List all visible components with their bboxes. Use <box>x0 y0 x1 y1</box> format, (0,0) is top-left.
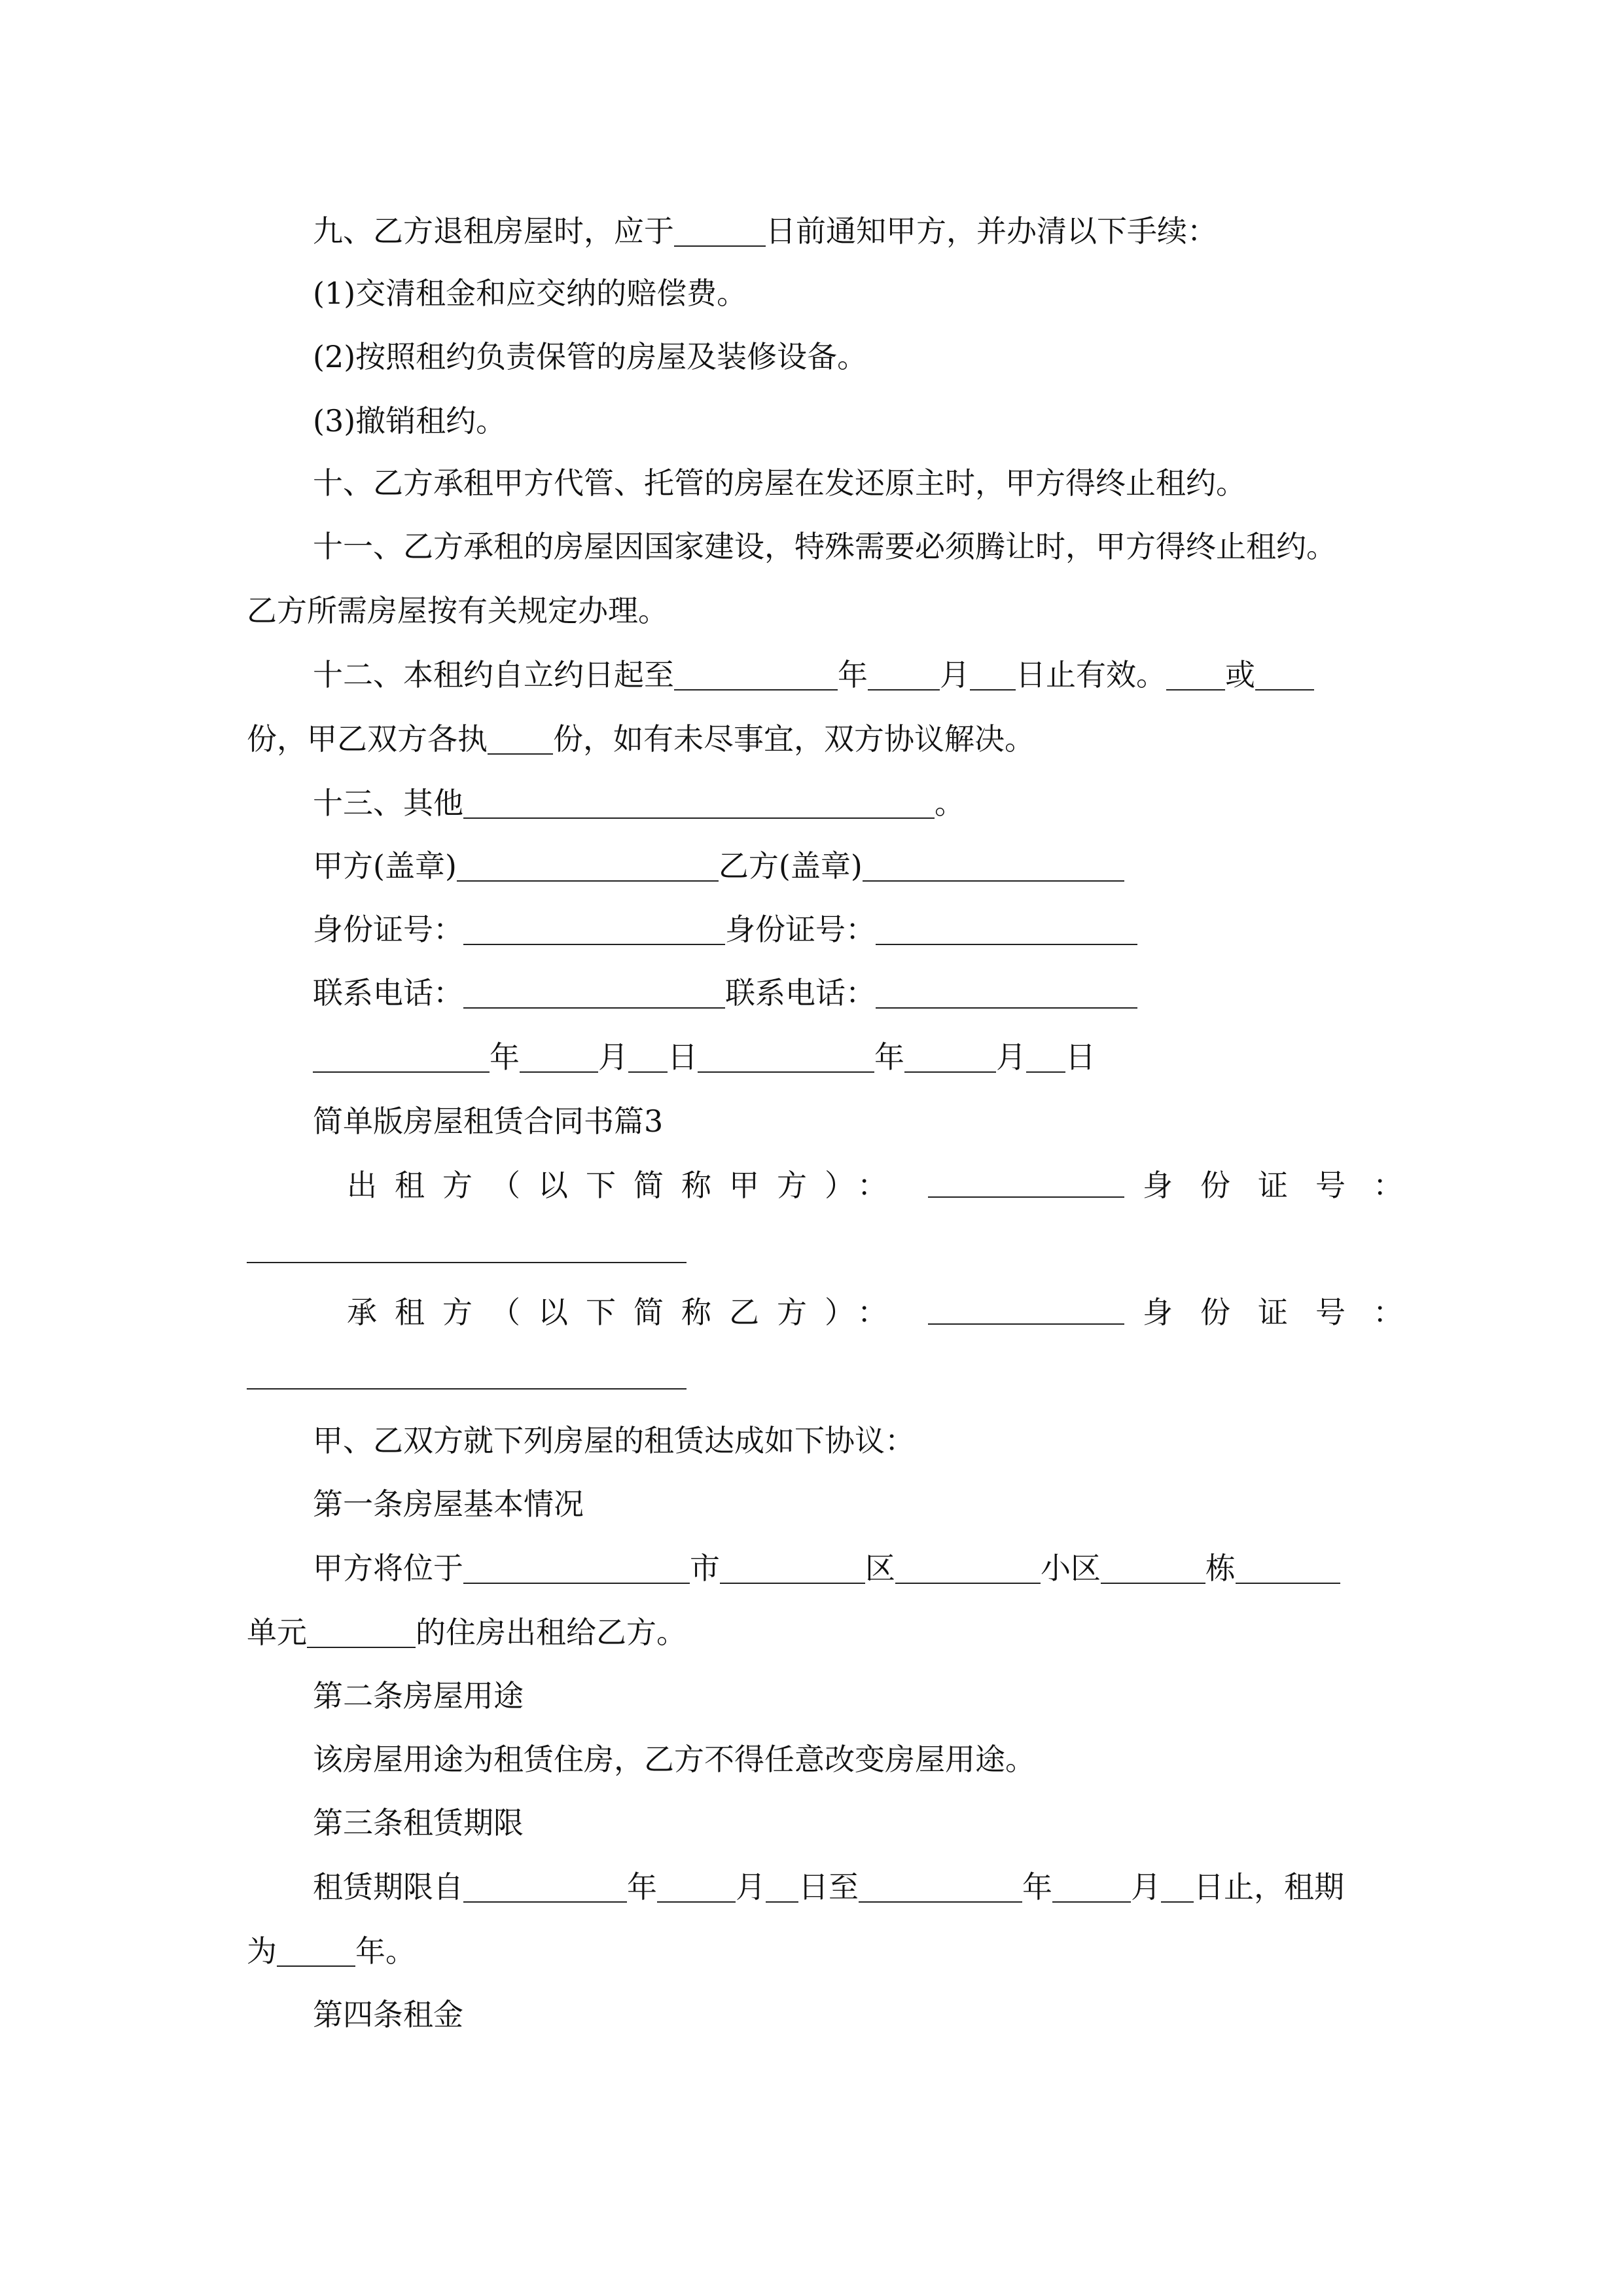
blank-party-b-id[interactable] <box>876 918 1137 945</box>
clause-9-item-3: (3)撤销租约。 <box>313 403 507 439</box>
text: 甲方将位于 <box>313 1551 463 1586</box>
lessee-label: 承租方（以下简称乙方）： <box>347 1295 905 1330</box>
blank-building[interactable] <box>1101 1556 1205 1584</box>
text: 乙方(盖章) <box>718 848 863 884</box>
text: 小区 <box>1041 1551 1101 1586</box>
text: 联系电话： <box>313 975 463 1011</box>
text: 日 <box>668 1039 698 1075</box>
text: 租赁期限自 <box>313 1869 463 1905</box>
text: 九、乙方退租房屋时，应于 <box>313 213 674 249</box>
phone-row <box>313 975 1137 1011</box>
text: 月 <box>598 1039 628 1075</box>
text: 身份证号： <box>313 912 463 947</box>
blank-lessee-id[interactable] <box>247 1388 687 1390</box>
agreement-intro: 甲、乙双方就下列房屋的租赁达成如下协议： <box>313 1423 915 1458</box>
text: 为 <box>247 1933 277 1969</box>
article-3-line2 <box>247 1933 416 1969</box>
text: 。 <box>935 785 965 821</box>
text: 十二、本租约自立约日起至 <box>313 657 674 692</box>
blank-start-month[interactable] <box>657 1875 736 1903</box>
text: 的住房出租给乙方。 <box>416 1615 687 1650</box>
article-1-title: 第一条房屋基本情况 <box>313 1486 584 1522</box>
text: 月 <box>1131 1869 1161 1905</box>
blank-month-field[interactable] <box>868 663 940 691</box>
text: 单元 <box>247 1615 307 1650</box>
blank-lessor-id[interactable] <box>247 1262 687 1263</box>
text: 年 <box>627 1869 657 1905</box>
blank-party-a-phone[interactable] <box>463 981 725 1009</box>
article-1-line2 <box>247 1617 687 1648</box>
text: 年。 <box>355 1933 416 1969</box>
article-4-title: 第四条租金 <box>313 1997 463 2032</box>
party-seal-row <box>313 848 1124 884</box>
text: 日止有效。 <box>1016 657 1166 692</box>
blank-party-a-id[interactable] <box>463 918 725 945</box>
text: 日前通知甲方，并办清以下手续： <box>766 213 1217 249</box>
blank-community[interactable] <box>895 1556 1041 1584</box>
article-3-title: 第三条租赁期限 <box>313 1805 524 1840</box>
text: 日 <box>1065 1039 1096 1075</box>
article-2-body: 该房屋用途为租赁住房，乙方不得任意改变房屋用途。 <box>313 1742 1035 1777</box>
blank-party-a-month[interactable] <box>520 1045 598 1073</box>
blank-lessor-name[interactable] <box>928 1170 1124 1198</box>
blank-end-month[interactable] <box>1052 1875 1131 1903</box>
section-heading: 简单版房屋租赁合同书篇3 <box>313 1103 664 1139</box>
blank-party-a-day[interactable] <box>628 1045 668 1073</box>
blank-unit[interactable] <box>307 1621 416 1648</box>
text: 联系电话： <box>725 975 876 1011</box>
text: 年 <box>490 1039 520 1075</box>
blank-day-field[interactable] <box>970 663 1016 691</box>
blank-party-b-year[interactable] <box>698 1045 874 1073</box>
blank-lessee-name[interactable] <box>928 1297 1124 1325</box>
blank-end-year[interactable] <box>859 1875 1022 1903</box>
blank-term-years[interactable] <box>277 1939 355 1967</box>
date-row <box>313 1039 1096 1075</box>
text: 月 <box>996 1039 1026 1075</box>
lessee-line <box>0 1297 1623 1336</box>
lessor-label: 出租方（以下简称甲方）： <box>347 1168 905 1203</box>
blank-party-b-day[interactable] <box>1026 1045 1065 1073</box>
clause-13 <box>313 785 965 821</box>
text: 年 <box>1022 1869 1052 1905</box>
clause-9-line <box>313 213 1217 249</box>
text: 市 <box>690 1551 720 1586</box>
blank-district[interactable] <box>720 1556 865 1584</box>
text: 年 <box>838 657 868 692</box>
text: 或 <box>1225 657 1255 692</box>
clause-9-item-1: (1)交清租金和应交纳的赔偿费。 <box>313 276 747 311</box>
lessor-line <box>0 1170 1623 1210</box>
blank-city[interactable] <box>463 1556 690 1584</box>
text: 日止，租期 <box>1194 1869 1344 1905</box>
text: 甲方(盖章) <box>313 848 457 884</box>
blank-party-a-year[interactable] <box>313 1045 490 1073</box>
blank-party-a-seal[interactable] <box>457 854 719 882</box>
article-3-line1 <box>313 1869 1344 1905</box>
article-1-line1 <box>313 1553 1340 1584</box>
blank-party-b-seal[interactable] <box>863 854 1124 882</box>
text: 栋 <box>1205 1551 1236 1586</box>
blank-start-day[interactable] <box>766 1875 798 1903</box>
lessee-id-label: 身份证号： <box>1143 1295 1431 1330</box>
text: 月 <box>940 657 970 692</box>
blank-other-field[interactable] <box>463 791 935 819</box>
id-number-row <box>313 914 1137 945</box>
clause-12-line1 <box>313 657 1314 692</box>
text: 区 <box>865 1551 895 1586</box>
blank-start-year[interactable] <box>463 1875 627 1903</box>
blank-copies-field-2[interactable] <box>1255 663 1314 691</box>
clause-12-line2 <box>247 721 1035 757</box>
clause-11-line1: 十一、乙方承租的房屋因国家建设，特殊需要必须腾让时，甲方得终止租约。 <box>313 529 1336 564</box>
text: 十三、其他 <box>313 785 463 821</box>
blank-days-field[interactable] <box>674 219 766 247</box>
article-2-title: 第二条房屋用途 <box>313 1678 524 1713</box>
blank-year-field[interactable] <box>674 663 838 691</box>
blank-building-2[interactable] <box>1236 1556 1340 1584</box>
blank-each-copies-field[interactable] <box>488 727 553 755</box>
text: 年 <box>874 1039 904 1075</box>
text: 份，甲乙双方各执 <box>247 721 488 757</box>
text: 月 <box>736 1869 766 1905</box>
text: 日至 <box>798 1869 859 1905</box>
clause-9-item-2: (2)按照租约负责保管的房屋及装修设备。 <box>313 339 868 374</box>
blank-party-b-month[interactable] <box>904 1045 996 1073</box>
clause-10: 十、乙方承租甲方代管、托管的房屋在发还原主时，甲方得终止租约。 <box>313 465 1246 501</box>
lessor-id-label: 身份证号： <box>1143 1168 1431 1203</box>
blank-party-b-phone[interactable] <box>876 981 1137 1009</box>
text: 份，如有未尽事宜，双方协议解决。 <box>553 721 1035 757</box>
blank-copies-field[interactable] <box>1166 663 1225 691</box>
text: 身份证号： <box>725 912 876 947</box>
clause-11-line2: 乙方所需房屋按有关规定办理。 <box>247 593 668 628</box>
blank-end-day[interactable] <box>1161 1875 1194 1903</box>
